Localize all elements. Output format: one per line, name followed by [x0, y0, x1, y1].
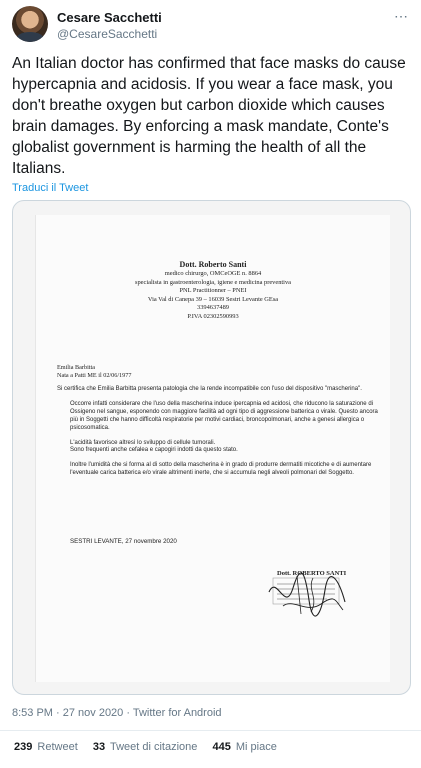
- translate-tweet-link[interactable]: Traduci il Tweet: [12, 182, 89, 194]
- author-handle[interactable]: @CesareSacchetti: [57, 27, 158, 41]
- letterhead-line: 3394637489: [197, 304, 229, 312]
- quote-tweets-label: Tweet di citazione: [109, 741, 198, 753]
- likes-stat[interactable]: [212, 741, 276, 753]
- letterhead-line: PNL Practitionner – PNEI: [179, 287, 247, 295]
- letterhead-line: P.IVA 02302590993: [187, 312, 239, 320]
- certificate-date: SESTRI LEVANTE, 27 novembre 2020: [70, 538, 177, 545]
- tweet-media-image[interactable]: [12, 200, 411, 695]
- doctor-letterhead: [36, 259, 390, 322]
- doctor-stamp-signature: [263, 570, 351, 620]
- retweets-stat[interactable]: [14, 741, 78, 753]
- patient-name: Emilia Barbitta: [57, 364, 95, 371]
- certificate-body: [57, 386, 383, 485]
- tweet-header: [12, 6, 409, 44]
- quote-tweets-count: 33: [92, 741, 106, 753]
- retweets-count: 239: [14, 741, 33, 753]
- certificate-paragraph: Si certifica che Emilia Barbitta presenta patologia che la rende incompatibile con l'uso del dispositivo "mascherina".: [57, 386, 362, 392]
- quote-tweets-stat[interactable]: [93, 741, 198, 753]
- retweets-label: Retweet: [37, 741, 78, 753]
- doctor-name: Dott. Roberto Santi: [179, 260, 247, 269]
- stamp-doctor-name: Dott. ROBERTO SANTI: [277, 570, 347, 577]
- tweet-stats: [14, 741, 289, 753]
- certificate-paragraph: Occorre infatti considerare che l'uso della mascherina induce ipercapnia ed acidosi, che riducono la saturazione di Ossigeno nel sangue, esponendo con maggiore facilità ad ogni tipo di aggressione batterica o virale. Questo ancora più in Soggetti che hanno difficoltà respiratorie per motivi cardiaci, broncopolmonari, anche a genesi allergica o psicosomatica.: [70, 400, 378, 431]
- letterhead-line: Via Val di Canepa 39 – 16039 Sestri Levante GEsa: [147, 295, 279, 303]
- more-options-icon[interactable]: ⋯: [394, 8, 409, 24]
- likes-label: Mi piace: [235, 741, 277, 753]
- tweet-timestamp[interactable]: 8:53 PM · 27 nov 2020 · Twitter for Android: [12, 707, 222, 719]
- patient-info: [57, 364, 131, 380]
- tweet-text: An Italian doctor has confirmed that face masks do cause hypercapnia and acidosis. If you wear a face mask, you don't breathe oxygen but carbon dioxide which causes brain damages. By enforcing a mask mandate, Conte's globalist government is harming the health of all the Italians.: [12, 55, 406, 177]
- author-name[interactable]: Cesare Sacchetti: [57, 10, 162, 25]
- letterhead-line: specialista in gastroenterologia, igiene e medicina preventiva: [135, 278, 291, 286]
- divider: [0, 730, 421, 731]
- avatar-shirt: [16, 32, 44, 42]
- patient-birth: Nata a Patti ME il 02/06/1977: [57, 372, 132, 379]
- avatar[interactable]: [12, 6, 48, 42]
- signature-icon: [263, 570, 351, 620]
- certificate-paragraph: L'acidità favorisce altresì lo sviluppo di cellule tumorali.: [70, 439, 216, 446]
- letterhead-line: medico chirurgo, OMCeOGE n. 8864: [164, 270, 262, 277]
- medical-certificate-document: [35, 215, 390, 682]
- certificate-paragraph: Inoltre l'umidità che si forma al di sotto della mascherina è in grado di produrre dermatiti micotiche e di aumentare l'eventuale carica batterica e/o virale altrimenti inerte, che si accumula negli alveoli polmonari del Soggetto.: [70, 462, 372, 477]
- certificate-paragraph: Sono frequenti anche cefalea e capogiri indotti da questo stato.: [70, 447, 238, 454]
- likes-count: 445: [212, 741, 231, 753]
